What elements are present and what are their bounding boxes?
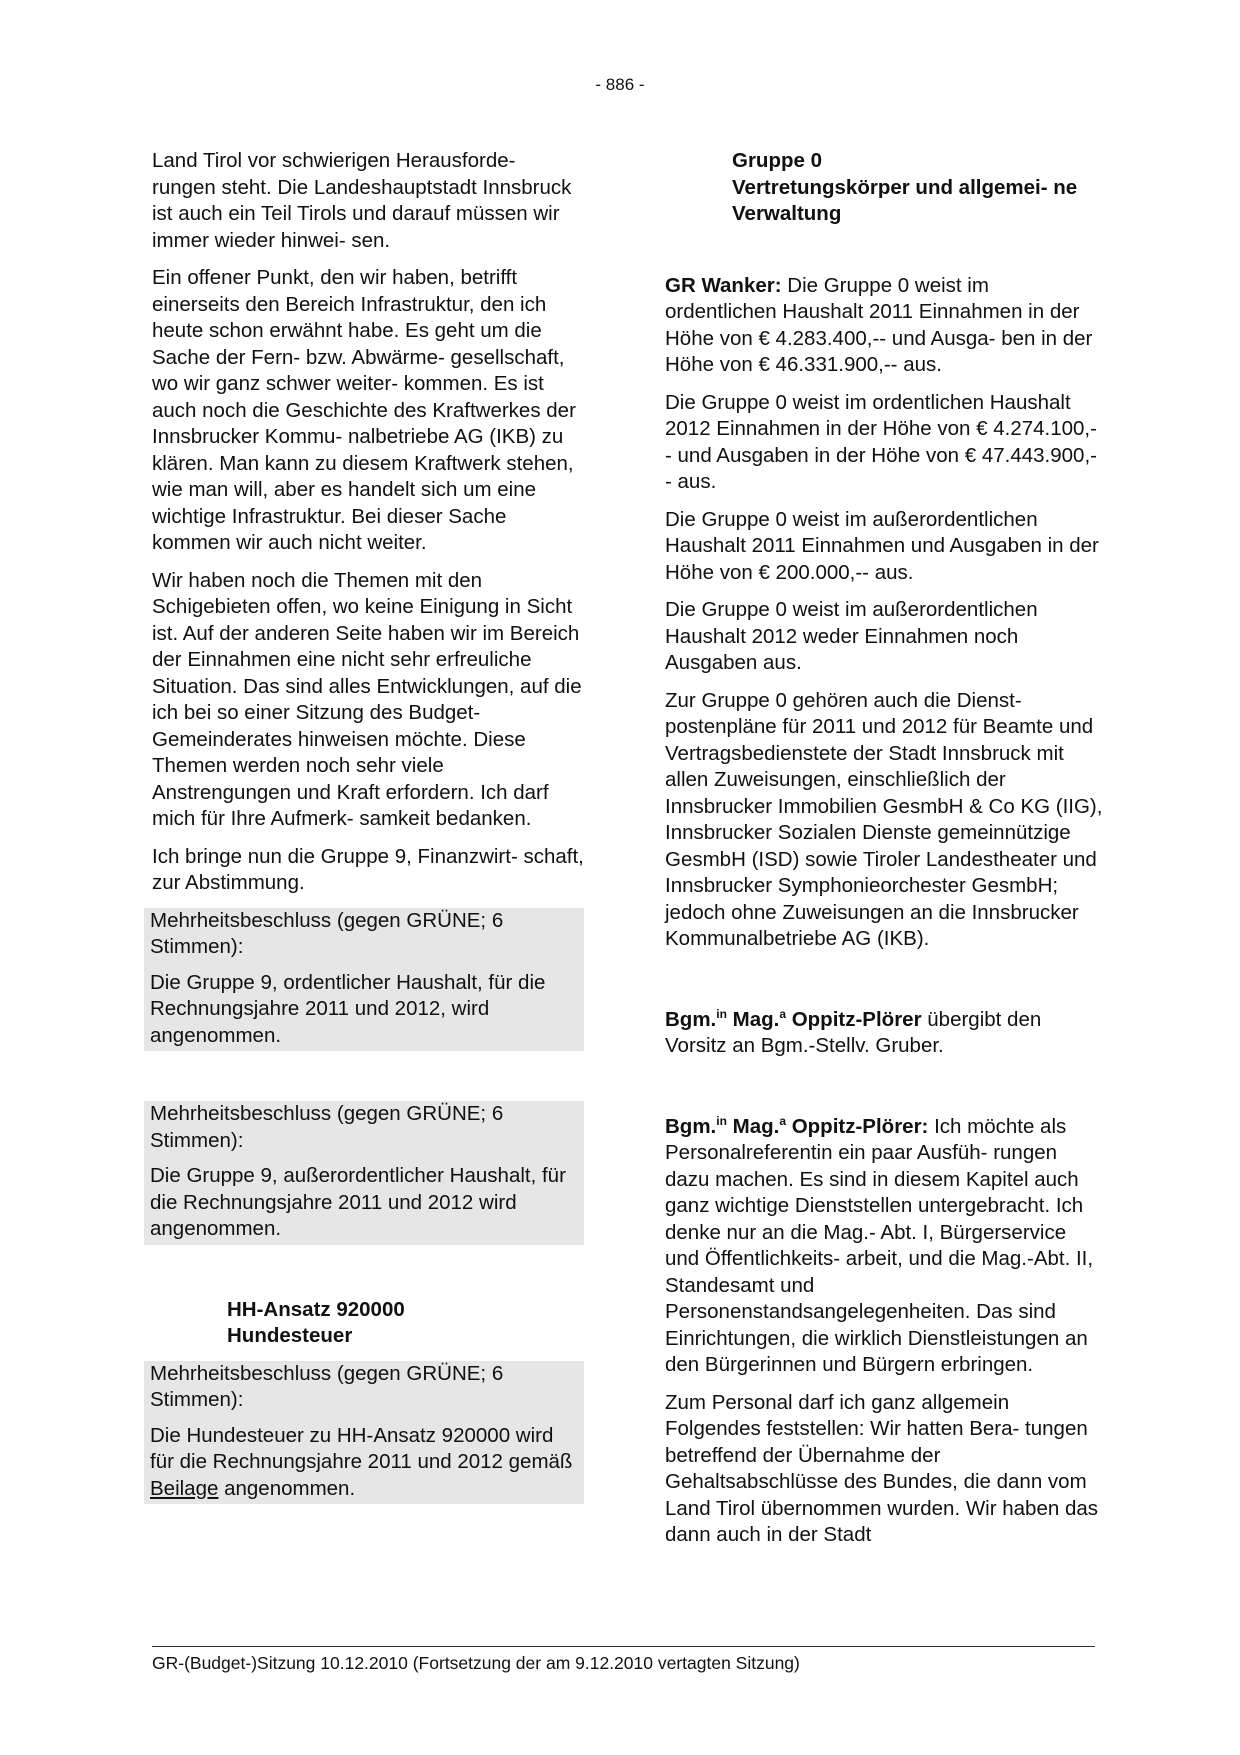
paragraph: Zur Gruppe 0 gehören auch die Dienst- postenpläne für 2011 und 2012 für Beamte und Vertragsbedienstete der Stadt Innsbruck mit allen Zuweisungen, einschließlich der Innsbrucker Immobilien GesmbH & Co KG (IIG), Innsbrucker Sozialen Dienste gemeinnützige GesmbH (ISD) sowie Tiroler Landestheater und Innsbrucker Symphonieorchester GesmbH; jedoch ohne Zuweisungen an die Innsbrucker Kommunalbetriebe AG (IKB). [665,688,1103,950]
paragraph-text: übergibt den Vorsitz an Bgm.-Stellv. Gruber. [665,1007,1042,1057]
speaker-name: GR Wanker: [665,273,782,297]
paragraph-text: Ich möchte als Personalreferentin ein paar Ausfüh- rungen dazu machen. Es sind in diesem Kapitel auch ganz wichtige Dienststellen untergebracht. Ich denke nur an die Mag.- Abt. I, Bürgerservice und Öffentlichkeits- arbeit, und die Mag.-Abt. II, Standesamt und Personenstandsangelegenheiten. Das sind Einrichtungen, die wirklich Dienstleistungen an den Bürgerinnen und Bürgern erbringen. [665,1114,1094,1376]
footer-divider [152,1646,1095,1647]
page-number: - 886 - [595,75,645,94]
paragraph: Die Gruppe 0 weist im außerordentlichen Haushalt 2011 Einnahmen und Ausgaben in der Höhe von € 200.000,-- aus. [665,507,1099,584]
decision-text-start: Die Hundesteuer zu HH-Ansatz 920000 wird für die Rechnungsjahre 2011 und 2012 gemäß [150,1423,573,1473]
speaker-name: Bgm.$^{in}$ Mag.$^a$ Oppitz-Plörer [665,1006,922,1031]
right-column [665,148,1103,1560]
section-heading [665,148,1103,228]
section-heading [152,1297,584,1350]
heading-line: Gruppe 0 [732,149,822,172]
paragraph: Ein offener Punkt, den wir haben, betrifft einerseits den Bereich Infrastruktur, den ich heute schon erwähnt habe. Es geht um die Sache der Fern- bzw. Abwärme- gesellschaft, wo wir ganz schwer weiter- kommen. Es ist auch noch die Geschichte des Kraftwerkes der Innsbrucker Kommu- nalbetriebe AG (IKB) zu klären. Man kann zu diesem Kraftwerk stehen, wie man will, aber es handelt sich um eine wichtige Infrastruktur. Bei dieser Sache kommen wir auch nicht weiter. [152,266,576,554]
decision-text: Die Gruppe 9, ordentlicher Haushalt, für die Rechnungsjahre 2011 und 2012, wird angenommen. [150,970,546,1047]
speaker-name: Bgm.$^{in}$ Mag.$^a$ Oppitz-Plörer: [665,1113,929,1138]
paragraph [665,1114,1103,1379]
paragraph [665,1007,1103,1060]
decision-box [144,1101,584,1245]
paragraph-text: Die Gruppe 0 weist im ordentlichen Haushalt 2011 Einnahmen in der Höhe von € 4.283.400,-- und Ausga- ben in der Höhe von € 46.331.900,-- aus. [665,273,1093,376]
heading-line: Hundesteuer [227,1324,353,1347]
paragraph: Wir haben noch die Themen mit den Schigebieten offen, wo keine Einigung in Sicht ist. Auf der anderen Seite haben wir im Bereich der Einnahmen eine nicht sehr erfreuliche Situation. Das sind alles Entwicklungen, auf die ich bei so einer Sitzung des Budget-Gemeinderates hinweisen möchte. Diese Themen werden noch sehr viele Anstrengungen und Kraft erfordern. Ich darf mich für Ihre Aufmerk- samkeit bedanken. [152,568,582,830]
paragraph: Land Tirol vor schwierigen Herausforde- rungen steht. Die Landeshauptstadt Innsbruck ist auch ein Teil Tirols und darauf müssen wir immer wieder hinwei- sen. [152,149,572,252]
decision-box [144,1361,584,1505]
beilage-link[interactable]: Beilage [150,1476,219,1500]
decision-box [144,908,584,1052]
decision-text-end: angenommen. [224,1476,356,1500]
decision-vote: Mehrheitsbeschluss (gegen GRÜNE; 6 Stimmen): [150,1361,504,1411]
heading-line: Vertretungskörper und allgemei- ne Verwaltung [732,175,1078,225]
paragraph: Die Gruppe 0 weist im außerordentlichen Haushalt 2012 weder Einnahmen noch Ausgaben aus. [665,598,1038,674]
heading-line: HH-Ansatz 920000 [227,1297,405,1321]
paragraph: Zum Personal darf ich ganz allgemein Folgendes feststellen: Wir hatten Bera- tungen betreffend der Übernahme der Gehaltsabschlüsse des Bundes, die dann vom Land Tirol übernommen wurden. Wir haben das dann auch in der Stadt [665,1390,1099,1546]
paragraph: Ich bringe nun die Gruppe 9, Finanzwirt- schaft, zur Abstimmung. [152,844,584,894]
paragraph: Die Gruppe 0 weist im ordentlichen Haushalt 2012 Einnahmen in der Höhe von € 4.274.100,-- und Ausgaben in der Höhe von € 47.443.900,-- aus. [665,390,1097,493]
page-footer: GR-(Budget-)Sitzung 10.12.2010 (Fortsetzung der am 9.12.2010 vertagten Sitzung) [152,1653,800,1673]
paragraph [665,273,1103,379]
decision-text: Die Gruppe 9, außerordentlicher Haushalt, für die Rechnungsjahre 2011 und 2012 wird angenommen. [150,1164,566,1240]
decision-vote: Mehrheitsbeschluss (gegen GRÜNE; 6 Stimmen): [150,908,504,958]
left-column [152,148,584,1504]
decision-vote: Mehrheitsbeschluss (gegen GRÜNE; 6 Stimmen): [150,1102,504,1152]
decision-text [150,1423,578,1503]
